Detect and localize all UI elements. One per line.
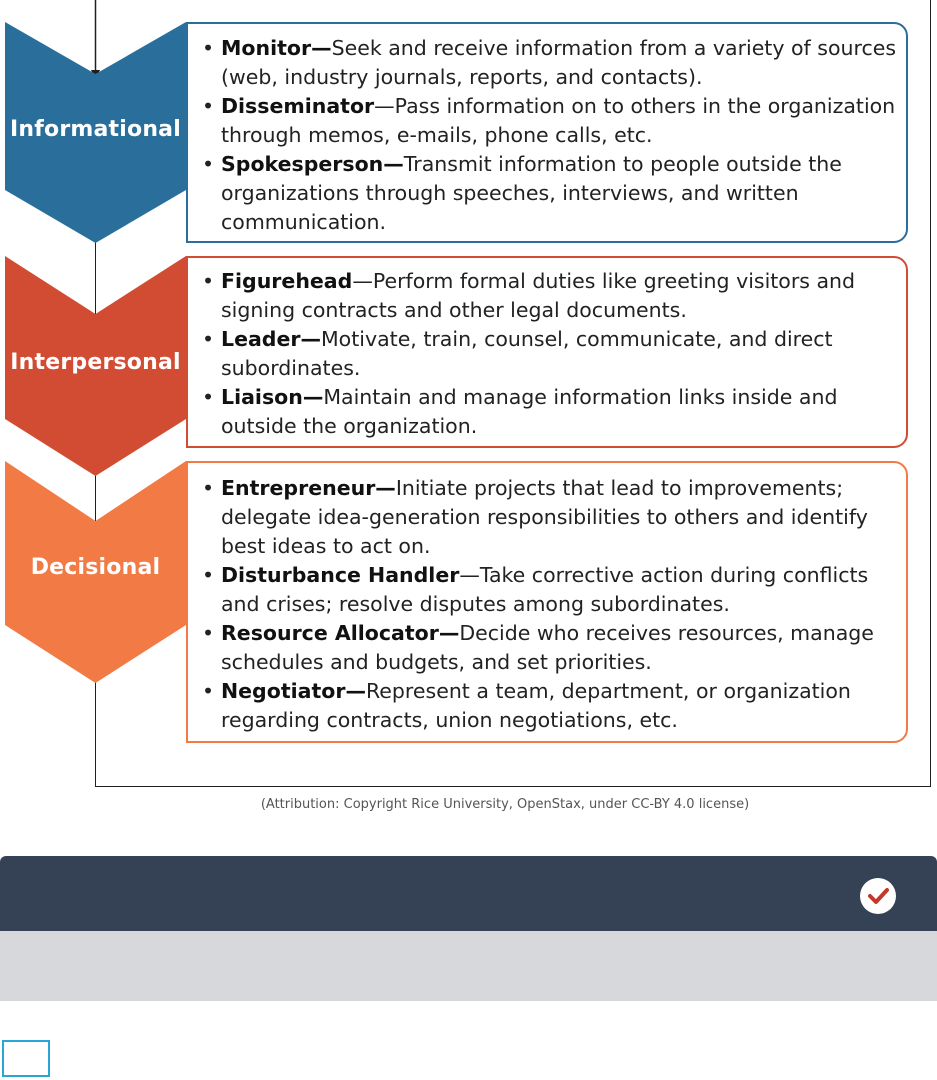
role-term: Liaison— [221, 385, 324, 409]
role-label-interpersonal: Interpersonal [10, 350, 181, 375]
role-term: Leader— [221, 327, 321, 351]
bullet-icon: • [202, 563, 215, 587]
role-list [188, 24, 906, 237]
list-item [194, 561, 906, 619]
focus-outline-box[interactable] [2, 1040, 50, 1077]
role-term: Monitor— [221, 36, 332, 60]
list-item [194, 34, 906, 92]
role-term: Spokesperson— [221, 152, 404, 176]
list-item [194, 92, 906, 150]
chevron-decisional [5, 461, 186, 683]
bullet-icon: • [202, 36, 215, 60]
role-term: Figurehead [221, 269, 353, 293]
checkmark-glyph [860, 878, 896, 914]
chevron-informational [5, 22, 186, 243]
role-description: Maintain and manage information links inside and outside the organization. [221, 385, 838, 438]
list-item [194, 619, 906, 677]
feature-panel-header [0, 856, 937, 931]
role-description: —Perform formal duties like greeting visitors and signing contracts and other legal documents. [221, 269, 856, 322]
attribution-caption: (Attribution: Copyright Rice University, OpenStax, under CC-BY 4.0 license) [260, 797, 750, 812]
list-item [194, 267, 906, 325]
role-description: Transmit information to people outside the organizations through speeches, interviews, and written communication. [221, 152, 842, 234]
role-term: Disseminator [221, 94, 375, 118]
bullet-icon: • [202, 327, 215, 351]
role-description: Seek and receive information from a variety of sources (web, industry journals, reports, and contacts). [221, 36, 897, 89]
list-item [194, 325, 906, 383]
role-list [188, 463, 906, 735]
role-label-informational: Informational [10, 117, 181, 142]
role-description: Initiate projects that lead to improvements; delegate idea-generation responsibilities to others and identify best ideas to act on. [221, 476, 868, 558]
list-item [194, 383, 906, 441]
list-item [194, 474, 906, 561]
list-item [194, 150, 906, 237]
role-description: Decide who receives resources, manage schedules and budgets, and set priorities. [221, 621, 874, 674]
role-box-decisional [186, 461, 908, 743]
role-list [188, 258, 906, 441]
role-description: Represent a team, department, or organization regarding contracts, union negotiations, etc. [221, 679, 851, 732]
role-label-decisional: Decisional [30, 555, 161, 580]
list-item [194, 677, 906, 735]
role-box-informational [186, 22, 908, 243]
bullet-icon: • [202, 269, 215, 293]
role-description: —Take corrective action during conflicts and crises; resolve disputes among subordinates. [221, 563, 869, 616]
role-description: Motivate, train, counsel, communicate, and direct subordinates. [221, 327, 833, 380]
role-term: Entrepreneur— [221, 476, 396, 500]
role-box-interpersonal [186, 256, 908, 448]
chevron-interpersonal [5, 256, 186, 476]
feature-panel-body [0, 931, 937, 1001]
bullet-icon: • [202, 476, 215, 500]
role-description: —Pass information on to others in the organization through memos, e-mails, phone calls, etc. [221, 94, 896, 147]
bullet-icon: • [202, 679, 215, 703]
checkmark-icon[interactable] [860, 878, 896, 914]
bullet-icon: • [202, 385, 215, 409]
role-term: Disturbance Handler [221, 563, 460, 587]
bullet-icon: • [202, 621, 215, 645]
role-term: Negotiator— [221, 679, 366, 703]
bullet-icon: • [202, 94, 215, 118]
bullet-icon: • [202, 152, 215, 176]
role-term: Resource Allocator— [221, 621, 460, 645]
